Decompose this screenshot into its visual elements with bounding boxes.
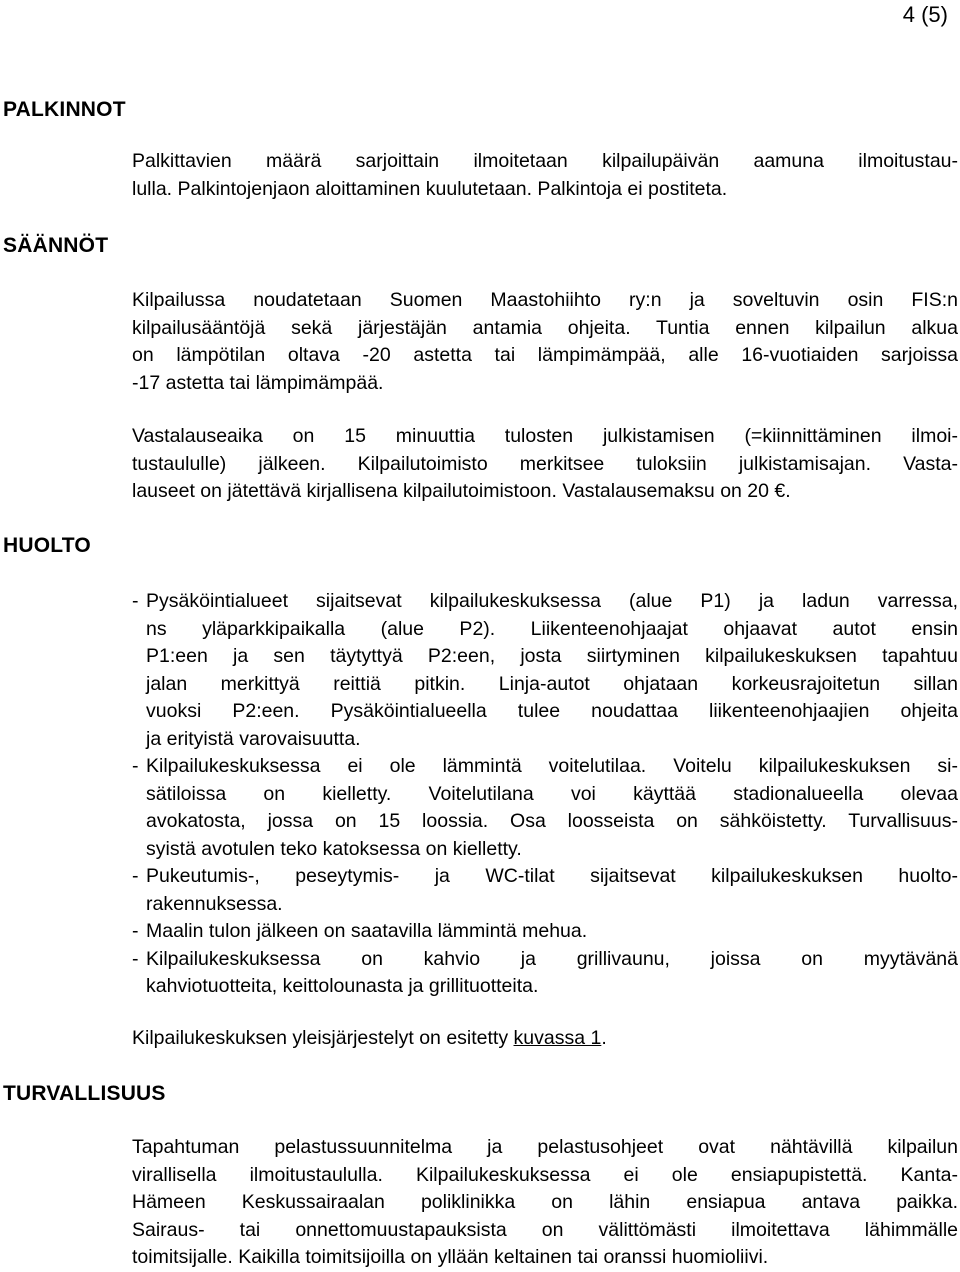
huolto-bullet-list bbox=[132, 588, 958, 1001]
heading-palkinnot: PALKINNOT bbox=[3, 98, 126, 121]
turvallisuus-paragraph bbox=[132, 1134, 958, 1272]
palkinnot-paragraph bbox=[132, 148, 958, 203]
bullet-dash: - bbox=[132, 590, 139, 612]
bullet-dash: - bbox=[132, 865, 139, 887]
heading-huolto: HUOLTO bbox=[3, 534, 91, 557]
text-line: lulla. Palkintojenjaon aloittaminen kuulutetaan. Palkintoja ei postiteta. bbox=[132, 177, 728, 200]
map-reference bbox=[132, 1025, 958, 1053]
list-item bbox=[132, 863, 958, 918]
heading-turvallisuus: TURVALLISUUS bbox=[3, 1082, 166, 1105]
list-item bbox=[132, 753, 958, 863]
text-line: jalan merkittyä reittiä pitkin. Linja-autot ohjataan korkeusrajoitetun sillan bbox=[146, 672, 958, 695]
text-line: Pysäköintialueet sijaitsevat kilpailukeskuksessa (alue P1) ja ladun varressa, bbox=[146, 590, 958, 612]
text-line: kahviotuotteita, keittolounasta ja grillituotteita. bbox=[146, 975, 539, 997]
text-line: Vastalauseaika on 15 minuuttia tulosten julkistamisen (=kiinnittäminen ilmoi- bbox=[132, 425, 958, 447]
text-line: Kilpailukeskuksessa ei ole lämmintä voitelutilaa. Voitelu kilpailukeskuksen si- bbox=[146, 755, 958, 777]
text-line: -17 astetta tai lämpimämpää. bbox=[132, 371, 384, 394]
map-sentence-suffix: . bbox=[601, 1027, 607, 1049]
text-line: Kilpailussa noudatetaan Suomen Maastohiihto ry:n ja soveltuvin osin FIS:n bbox=[132, 289, 958, 311]
text-line: vuoksi P2:een. Pysäköintialueella tulee noudattaa liikenteenohjaajien ohjeita bbox=[146, 700, 958, 722]
text-line: Hämeen Keskussairaalan poliklinikka on lähin ensiapua antava paikka. bbox=[132, 1191, 958, 1213]
bullet-dash: - bbox=[132, 947, 139, 970]
list-item bbox=[132, 918, 958, 946]
list-item bbox=[132, 588, 958, 753]
map-sentence-prefix: Kilpailukeskuksen yleisjärjestelyt on esitetty bbox=[132, 1027, 514, 1049]
bullet-dash: - bbox=[132, 920, 139, 942]
text-line: avokatosta, jossa on 15 loossia. Osa loosseista on sähköistetty. Turvallisuus- bbox=[146, 810, 958, 832]
bullet-dash: - bbox=[132, 755, 139, 777]
text-line: lauseet on jätettävä kirjallisena kilpailutoimistoon. Vastalausemaksu on 20 €. bbox=[132, 480, 791, 502]
text-line: Maalin tulon jälkeen on saatavilla lämmintä mehua. bbox=[146, 920, 588, 942]
text-line: toimitsijalle. Kaikilla toimitsijoilla on yllään keltainen tai oranssi huomioliivi. bbox=[132, 1246, 769, 1268]
text-line: tustaululle) jälkeen. Kilpailutoimisto merkitsee tuloksiin julkistamisajan. Vasta- bbox=[132, 452, 958, 475]
text-line: ja erityistä varovaisuutta. bbox=[146, 727, 361, 750]
text-line: kilpailusääntöjä sekä järjestäjän antamia ohjeita. Tuntia ennen kilpailun alkua bbox=[132, 316, 958, 339]
text-line: Pukeutumis-, peseytymis- ja WC-tilat sijaitsevat kilpailukeskuksen huolto- bbox=[146, 865, 958, 887]
map-figure-link[interactable]: kuvassa 1 bbox=[513, 1027, 602, 1049]
text-line: on lämpötilan oltava -20 astetta tai lämpimämpää, alle 16-vuotiaiden sarjoissa bbox=[132, 344, 958, 366]
text-line: Sairaus- tai onnettomuustapauksista on välittömästi ilmoitettava lähimmälle bbox=[132, 1218, 958, 1241]
heading-saannot: SÄÄNNÖT bbox=[3, 234, 109, 257]
saannot-paragraph-1 bbox=[132, 287, 958, 397]
text-line: Kilpailukeskuksessa on kahvio ja grillivaunu, joissa on myytävänä bbox=[146, 947, 958, 970]
text-line: syistä avotulen teko katoksessa on kielletty. bbox=[146, 837, 522, 860]
saannot-paragraph-2 bbox=[132, 423, 958, 506]
text-line: Palkittavien määrä sarjoittain ilmoitetaan kilpailupäivän aamuna ilmoitustau- bbox=[132, 150, 958, 172]
list-item bbox=[132, 946, 958, 1001]
text-line: sätiloissa on kielletty. Voitelutilana voi käyttää stadionalueella olevaa bbox=[146, 782, 958, 805]
text-line: P1:een ja sen täytyttyä P2:een, josta siirtyminen kilpailukeskuksen tapahtuu bbox=[146, 645, 958, 667]
text-line: rakennuksessa. bbox=[146, 892, 283, 915]
page-number: 4 (5) bbox=[902, 2, 948, 27]
text-line: virallisella ilmoitustaululla. Kilpailukeskuksessa ei ole ensiapupistettä. Kanta- bbox=[132, 1163, 958, 1186]
text-line: Tapahtuman pelastussuunnitelma ja pelastusohjeet ovat nähtävillä kilpailun bbox=[132, 1136, 958, 1158]
text-line: ns yläparkkipaikalla (alue P2). Liikenteenohjaajat ohjaavat autot ensin bbox=[146, 617, 958, 640]
